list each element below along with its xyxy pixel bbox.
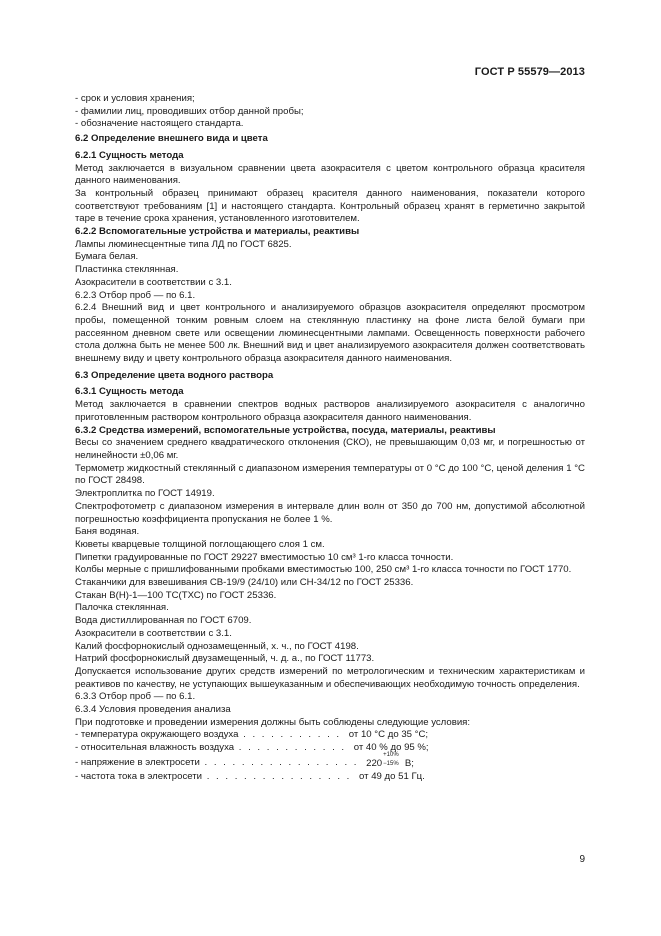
paragraph: Весы со значением среднего квадратического отклонения (СКО), не превышающим 0,03 мг, и погрешностью от нелинейности ±0,06 мг. [75,437,585,461]
paragraph: Азокрасители в соответствии с 3.1. [75,276,232,288]
paragraph: Натрий фосфорнокислый двузамещенный, ч. д. а., по ГОСТ 11773. [75,653,375,665]
voltage-tolerance-plus: +10% [383,751,399,758]
list-item: - срок и условия хранения; [75,93,195,104]
condition-label: - частота тока в электросети [75,770,203,782]
paragraph: Метод заключается в визуальном сравнении цвета азокрасителя с цветом контрольного образца красителя данного наименования. [75,162,585,187]
paragraph: Пипетки градуированные по ГОСТ 29227 вместимостью 10 см³ 1-го класса точности. [75,551,454,563]
leader-dots: . . . . . . . . . . . . [234,742,351,754]
paragraph: При подготовке и проведении измерения должны быть соблюдены следующие условия: [75,716,471,728]
paragraph: Кюветы кварцевые толщиной поглощающего слоя 1 см. [75,538,325,550]
paragraph: 6.2.4 Внешний вид и цвет контрольного и анализируемого образцов азокрасителя определяют просмотром пробы, помещенной тонким ровным слоем на стеклянную пластинку на фоне листа белой бумаги при рассеянном дневном свете или освещении люминесцентными лампами. Освещенность поверхности рабочего стола должна быть не менее 500 лк. Внешний вид и цвет анализируемого азокрасителя должен соответствовать внешнему виду и цвету контрольного образца азокрасителя данного наименования. [75,302,585,365]
voltage-tolerance-minus: −15% [383,760,399,767]
condition-value [366,751,434,771]
voltage-value: 220 [366,757,383,769]
condition-label: - температура окружающего воздуха [75,729,239,741]
paragraph: Термометр жидкостный стеклянный с диапазоном измерения температуры от 0 °С до 100 °С, ценой деления 1 °С по ГОСТ 28498. [75,462,585,487]
paragraph: Азокрасители в соответствии с 3.1. [75,627,232,639]
paragraph: Пластинка стеклянная. [75,264,179,276]
condition-value: от 49 до 51 Гц. [359,770,425,782]
condition-value: от 10 °С до 35 °С; [348,729,429,741]
paragraph: Допускается использование других средств измерений по метрологическим и техническим характеристикам и реактивов по качеству, не уступающих вышеуказанным и обеспечивающих необходимую точность определения. [75,665,585,690]
paragraph: Калий фосфорнокислый однозамещенный, х. ч., по ГОСТ 4198. [75,640,359,652]
subsection-heading: 6.3.2 Средства измерений, вспомогательные устройства, посуда, материалы, реактивы [75,424,496,436]
paragraph: Спектрофотометр с диапазоном измерения в интервале длин волн от 350 до 700 нм, допустимой абсолютной погрешностью коэффициента пропускания не более 1 %. [75,500,585,525]
leader-dots: . . . . . . . . . . . . . . . . [202,770,357,782]
condition-row [75,751,585,771]
list-item: - обозначение настоящего стандарта. [75,118,244,130]
paragraph: Вода дистиллированная по ГОСТ 6709. [75,615,252,627]
paragraph: 6.3.3 Отбор проб — по 6.1. [75,691,196,703]
paragraph: Стаканчики для взвешивания СВ-19/9 (24/10) или СН-34/12 по ГОСТ 25336. [75,577,414,589]
voltage-unit: В; [402,757,414,769]
document-header: ГОСТ Р 55579—2013 [474,66,585,78]
section-heading: 6.2 Определение внешнего вида и цвета [75,133,268,145]
condition-label: - напряжение в электросети [75,756,200,768]
condition-label: - относительная влажность воздуха [75,742,235,754]
paragraph: Палочка стеклянная. [75,602,169,614]
paragraph: Баня водяная. [75,526,140,538]
paragraph: Стакан В(Н)-1—100 ТС(ТХС) по ГОСТ 25336. [75,589,277,601]
subsection-heading: 6.2.1 Сущность метода [75,149,184,161]
paragraph: Метод заключается в сравнении спектров водных растворов анализируемого азокрасителя с аналогично приготовленным раствором контрольного образца азокрасителя данного наименования. [75,399,585,423]
paragraph: Колбы мерные с пришлифованными пробками вместимостью 100, 250 см³ 1-го класса точности по ГОСТ 1770. [75,564,572,576]
paragraph: За контрольный образец принимают образец красителя данного наименования, показатели которого соответствуют требованиям [1] и настоящего стандарта. Контрольный образец хранят в герметично закрытой таре в течение срока хранения, установленного изготовителем. [75,187,585,225]
page-number: 9 [579,854,585,865]
paragraph: Бумага белая. [75,251,139,263]
section-heading: 6.3 Определение цвета водного раствора [75,369,274,381]
subsection-heading: 6.3.1 Сущность метода [75,386,184,398]
paragraph: 6.2.3 Отбор проб — по 6.1. [75,289,196,301]
paragraph: Электроплитка по ГОСТ 14919. [75,488,215,500]
leader-dots: . . . . . . . . . . . [238,729,346,741]
condition-row [75,729,585,742]
paragraph: 6.3.4 Условия проведения анализа [75,704,231,716]
paragraph: Лампы люминесцентные типа ЛД по ГОСТ 6825. [75,238,292,250]
list-item: - фамилии лиц, проводивших отбор данной пробы; [75,105,304,117]
condition-value: от 40 % до 95 %; [353,742,429,754]
subsection-heading: 6.2.2 Вспомогательные устройства и материалы, реактивы [75,226,360,238]
condition-row [75,742,585,755]
condition-row [75,771,585,784]
document-body [75,93,585,784]
leader-dots: . . . . . . . . . . . . . . . . . [199,756,364,768]
